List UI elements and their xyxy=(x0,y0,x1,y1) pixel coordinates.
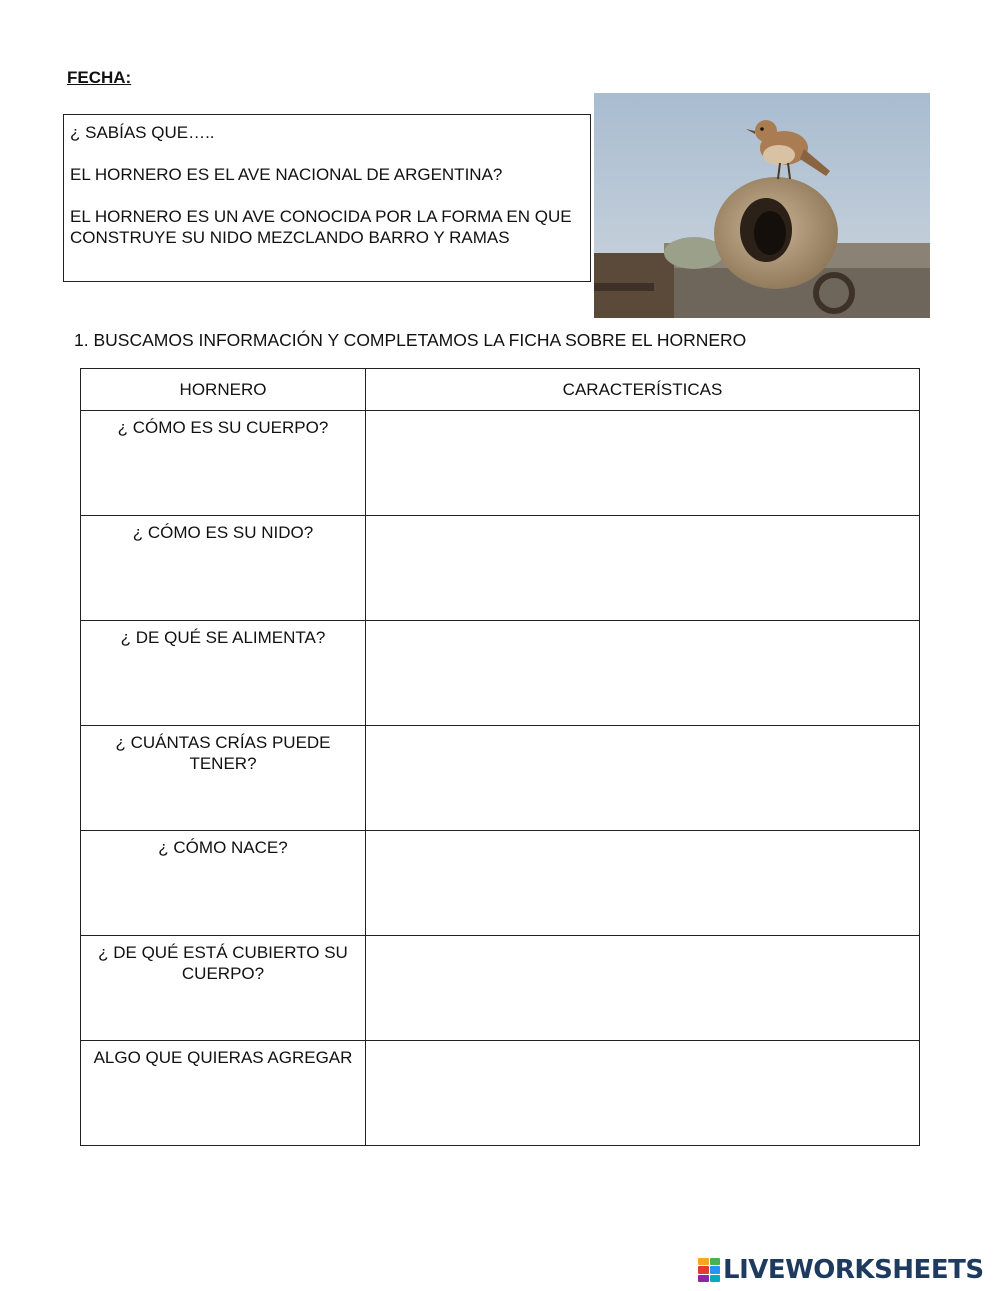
table-row xyxy=(81,621,920,726)
liveworksheets-logo-icon xyxy=(698,1258,720,1282)
table-row xyxy=(81,726,920,831)
hornero-photo xyxy=(594,93,930,318)
table-header-row xyxy=(81,369,920,411)
header-hornero: HORNERO xyxy=(81,369,366,411)
answer-cell[interactable] xyxy=(366,936,920,1041)
did-you-know-box xyxy=(63,114,591,282)
question-cell: ALGO QUE QUIERAS AGREGAR xyxy=(81,1041,366,1146)
answer-cell[interactable] xyxy=(366,411,920,516)
table-row xyxy=(81,411,920,516)
table-row xyxy=(81,831,920,936)
answer-cell[interactable] xyxy=(366,516,920,621)
fecha-label: FECHA: xyxy=(67,68,132,87)
liveworksheets-logo xyxy=(698,1255,984,1285)
answer-cell[interactable] xyxy=(366,726,920,831)
answer-cell[interactable] xyxy=(366,1041,920,1146)
answer-cell[interactable] xyxy=(366,831,920,936)
question-cell: ¿ CÓMO ES SU NIDO? xyxy=(81,516,366,621)
question-cell: ¿ CUÁNTAS CRÍAS PUEDE TENER? xyxy=(81,726,366,831)
instruction-text: 1. BUSCAMOS INFORMACIÓN Y COMPLETAMOS LA FICHA SOBRE EL HORNERO xyxy=(74,330,747,350)
answer-cell[interactable] xyxy=(366,621,920,726)
question-cell: ¿ CÓMO ES SU CUERPO? xyxy=(81,411,366,516)
did-you-know-fact-2: EL HORNERO ES UN AVE CONOCIDA POR LA FORMA EN QUE CONSTRUYE SU NIDO MEZCLANDO BARRO Y RAMAS xyxy=(70,207,572,247)
question-cell: ¿ DE QUÉ SE ALIMENTA? xyxy=(81,621,366,726)
did-you-know-intro: ¿ SABÍAS QUE….. xyxy=(70,123,215,142)
did-you-know-fact-1: EL HORNERO ES EL AVE NACIONAL DE ARGENTINA? xyxy=(70,165,503,184)
question-cell: ¿ DE QUÉ ESTÁ CUBIERTO SU CUERPO? xyxy=(81,936,366,1041)
hornero-info-table xyxy=(80,368,920,1146)
question-cell: ¿ CÓMO NACE? xyxy=(81,831,366,936)
table-row xyxy=(81,936,920,1041)
hornero-bird-icon xyxy=(594,93,930,318)
table-row xyxy=(81,516,920,621)
header-caracteristicas: CARACTERÍSTICAS xyxy=(366,369,920,411)
table-row xyxy=(81,1041,920,1146)
liveworksheets-logo-text: LIVEWORKSHEETS xyxy=(723,1255,984,1285)
